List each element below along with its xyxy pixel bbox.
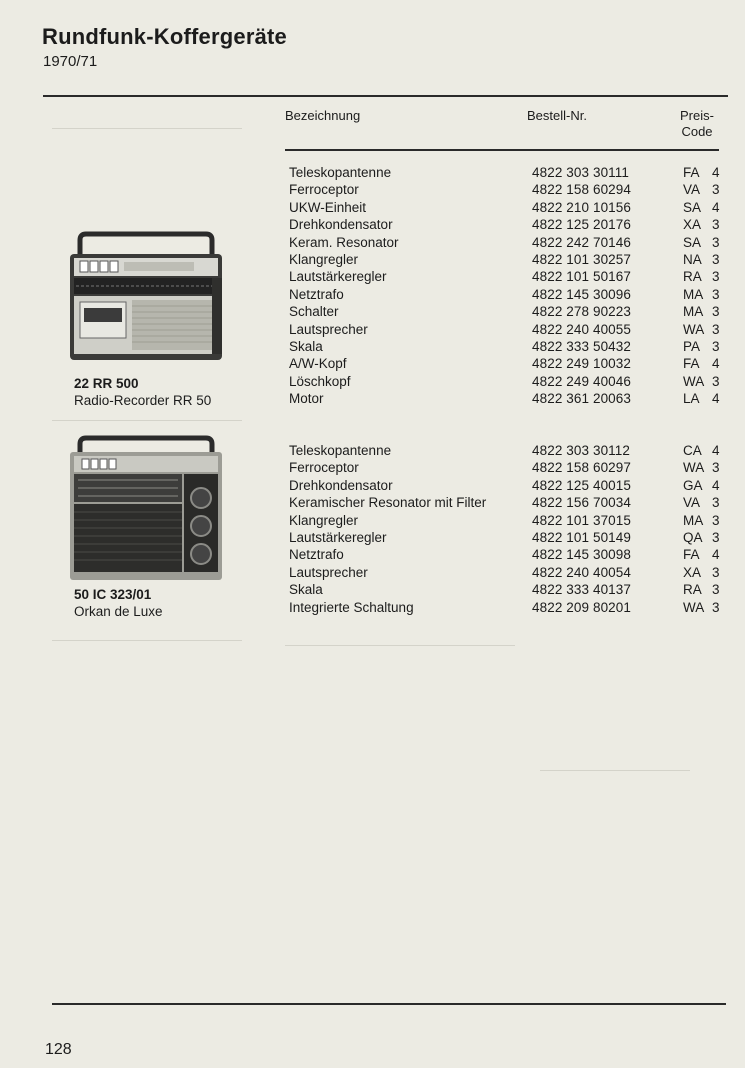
price-code: FA (683, 356, 700, 372)
part-name: Netztrafo (289, 547, 344, 563)
part-order-number: 4822 249 40046 (532, 373, 631, 389)
table-row (289, 459, 725, 476)
part-order-number: 4822 158 60294 (532, 182, 631, 198)
price-code-number: 3 (712, 512, 720, 528)
price-code-number: 3 (712, 286, 720, 302)
table-row (289, 199, 725, 216)
price-code-number: 3 (712, 599, 720, 615)
table-row (289, 268, 725, 285)
price-code: FA (683, 165, 700, 180)
part-order-number: 4822 101 50149 (532, 529, 631, 545)
price-code-number: 4 (712, 199, 720, 215)
table-row (289, 303, 725, 320)
price-code: MA (683, 304, 704, 320)
part-order-number: 4822 158 60297 (532, 460, 631, 476)
page-number: 128 (45, 1041, 72, 1058)
part-name: Teleskopantenne (289, 443, 392, 458)
price-code: NA (683, 251, 702, 267)
price-code: WA (683, 373, 705, 389)
part-order-number: 4822 240 40055 (532, 321, 631, 337)
price-code: MA (683, 512, 704, 528)
page-subtitle: 1970/71 (43, 53, 98, 70)
price-code: SA (683, 199, 702, 215)
part-order-number: 4822 125 40015 (532, 477, 631, 493)
price-code-number: 4 (712, 547, 720, 563)
price-code-number: 3 (712, 564, 720, 580)
part-name: Netztrafo (289, 286, 344, 302)
bleed-through-line (52, 128, 242, 129)
part-name: Schalter (289, 304, 339, 320)
price-code: MA (683, 286, 704, 302)
part-name: Integrierte Schaltung (289, 599, 414, 615)
part-name: Keramischer Resonator mit Filter (289, 495, 487, 511)
part-order-number: 4822 101 37015 (532, 512, 631, 528)
column-header-name: Bezeichnung (285, 108, 361, 123)
page-title: Rundfunk-Koffergeräte (42, 24, 287, 49)
part-order-number: 4822 333 50432 (532, 338, 631, 354)
price-code-number: 3 (712, 460, 720, 476)
part-name: Klangregler (289, 251, 359, 267)
part-order-number: 4822 333 40137 (532, 582, 631, 598)
model-number: 50 IC 323/01 (74, 587, 152, 602)
part-name: Klangregler (289, 512, 359, 528)
part-order-number: 4822 209 80201 (532, 599, 631, 615)
price-code-number: 3 (712, 495, 720, 511)
part-name: Motor (289, 391, 324, 407)
orkan-radio-image (66, 434, 226, 586)
price-code-number: 4 (712, 165, 720, 180)
table-row (289, 216, 725, 233)
price-code: XA (683, 217, 702, 233)
model-number: 22 RR 500 (74, 376, 139, 391)
price-code: VA (683, 182, 701, 198)
part-order-number: 4822 278 90223 (532, 304, 631, 320)
part-order-number: 4822 249 10032 (532, 356, 631, 372)
column-header-order: Bestell-Nr. (527, 108, 587, 123)
part-order-number: 4822 240 40054 (532, 564, 631, 580)
part-name: A/W-Kopf (289, 356, 347, 372)
price-code-number: 3 (712, 269, 720, 285)
price-code: QA (683, 529, 703, 545)
price-code-number: 4 (712, 356, 720, 372)
price-code-number: 3 (712, 338, 720, 354)
table-row (289, 286, 725, 303)
table-row (289, 494, 725, 511)
table-row (289, 512, 725, 529)
part-name: Drehkondensator (289, 477, 393, 493)
table-row (289, 373, 725, 390)
price-code-number: 3 (712, 251, 720, 267)
column-header-code-line2: Code (681, 124, 713, 139)
top-rule (43, 95, 728, 97)
price-code: LA (683, 391, 700, 407)
table-row (289, 164, 725, 181)
price-code-number: 3 (712, 373, 720, 389)
part-name: Lautstärkeregler (289, 529, 387, 545)
device-label-2 (74, 586, 163, 620)
price-code-number: 3 (712, 234, 720, 250)
table-row (289, 338, 725, 355)
price-code: RA (683, 582, 702, 598)
part-name: Lautsprecher (289, 321, 368, 337)
model-name: Orkan de Luxe (74, 604, 163, 619)
column-header-code-line1: Preis- (680, 108, 714, 123)
price-code: WA (683, 599, 705, 615)
part-order-number: 4822 101 50167 (532, 269, 631, 285)
table-row (289, 581, 725, 598)
part-name: Lautstärkeregler (289, 269, 387, 285)
table-row (289, 599, 725, 616)
price-code: GA (683, 477, 703, 493)
price-code-number: 3 (712, 217, 720, 233)
part-name: Keram. Resonator (289, 234, 399, 250)
table-row (289, 442, 725, 459)
part-order-number: 4822 242 70146 (532, 234, 631, 250)
table-row (289, 546, 725, 563)
price-code: XA (683, 564, 702, 580)
part-order-number: 4822 101 30257 (532, 251, 631, 267)
device-label-1 (74, 375, 211, 409)
price-code: SA (683, 234, 702, 250)
price-code: FA (683, 547, 700, 563)
table-row (289, 234, 725, 251)
price-code-number: 3 (712, 182, 720, 198)
table-row (289, 251, 725, 268)
price-code-number: 3 (712, 529, 720, 545)
bleed-through-line (52, 420, 242, 421)
part-order-number: 4822 145 30096 (532, 286, 631, 302)
table-row (289, 564, 725, 581)
price-code: CA (683, 443, 702, 458)
bleed-through-line (52, 640, 242, 641)
part-name: Ferroceptor (289, 182, 359, 198)
table-row (289, 477, 725, 494)
part-order-number: 4822 156 70034 (532, 495, 631, 511)
table-row (289, 181, 725, 198)
part-order-number: 4822 210 10156 (532, 199, 631, 215)
price-code-number: 4 (712, 477, 720, 493)
column-header-code (676, 108, 718, 140)
part-name: Löschkopf (289, 373, 351, 389)
price-code-number: 3 (712, 321, 720, 337)
part-order-number: 4822 361 20063 (532, 391, 631, 407)
price-code: PA (683, 338, 701, 354)
part-name: UKW-Einheit (289, 199, 367, 215)
price-code: WA (683, 460, 705, 476)
bleed-through-line (540, 770, 690, 771)
price-code: WA (683, 321, 705, 337)
parts-table-1 (289, 164, 725, 407)
price-code: RA (683, 269, 702, 285)
price-code-number: 4 (712, 443, 720, 458)
part-name: Teleskopantenne (289, 165, 392, 180)
radio-recorder-image (66, 228, 226, 366)
parts-table-2 (289, 442, 725, 616)
part-name: Lautsprecher (289, 564, 368, 580)
table-row (289, 321, 725, 338)
model-name: Radio-Recorder RR 50 (74, 393, 212, 408)
part-name: Skala (289, 582, 323, 598)
table-row (289, 390, 725, 407)
header-rule (285, 149, 719, 151)
part-name: Skala (289, 338, 323, 354)
table-row (289, 529, 725, 546)
part-order-number: 4822 303 30111 (532, 165, 629, 180)
bleed-through-line (285, 645, 515, 646)
part-order-number: 4822 145 30098 (532, 547, 631, 563)
price-code-number: 4 (712, 391, 720, 407)
bottom-rule (52, 1003, 726, 1005)
price-code-number: 3 (712, 304, 720, 320)
price-code-number: 3 (712, 582, 720, 598)
table-row (289, 355, 725, 372)
price-code: VA (683, 495, 701, 511)
part-name: Drehkondensator (289, 217, 393, 233)
part-order-number: 4822 303 30112 (532, 443, 630, 458)
part-order-number: 4822 125 20176 (532, 217, 631, 233)
part-name: Ferroceptor (289, 460, 359, 476)
